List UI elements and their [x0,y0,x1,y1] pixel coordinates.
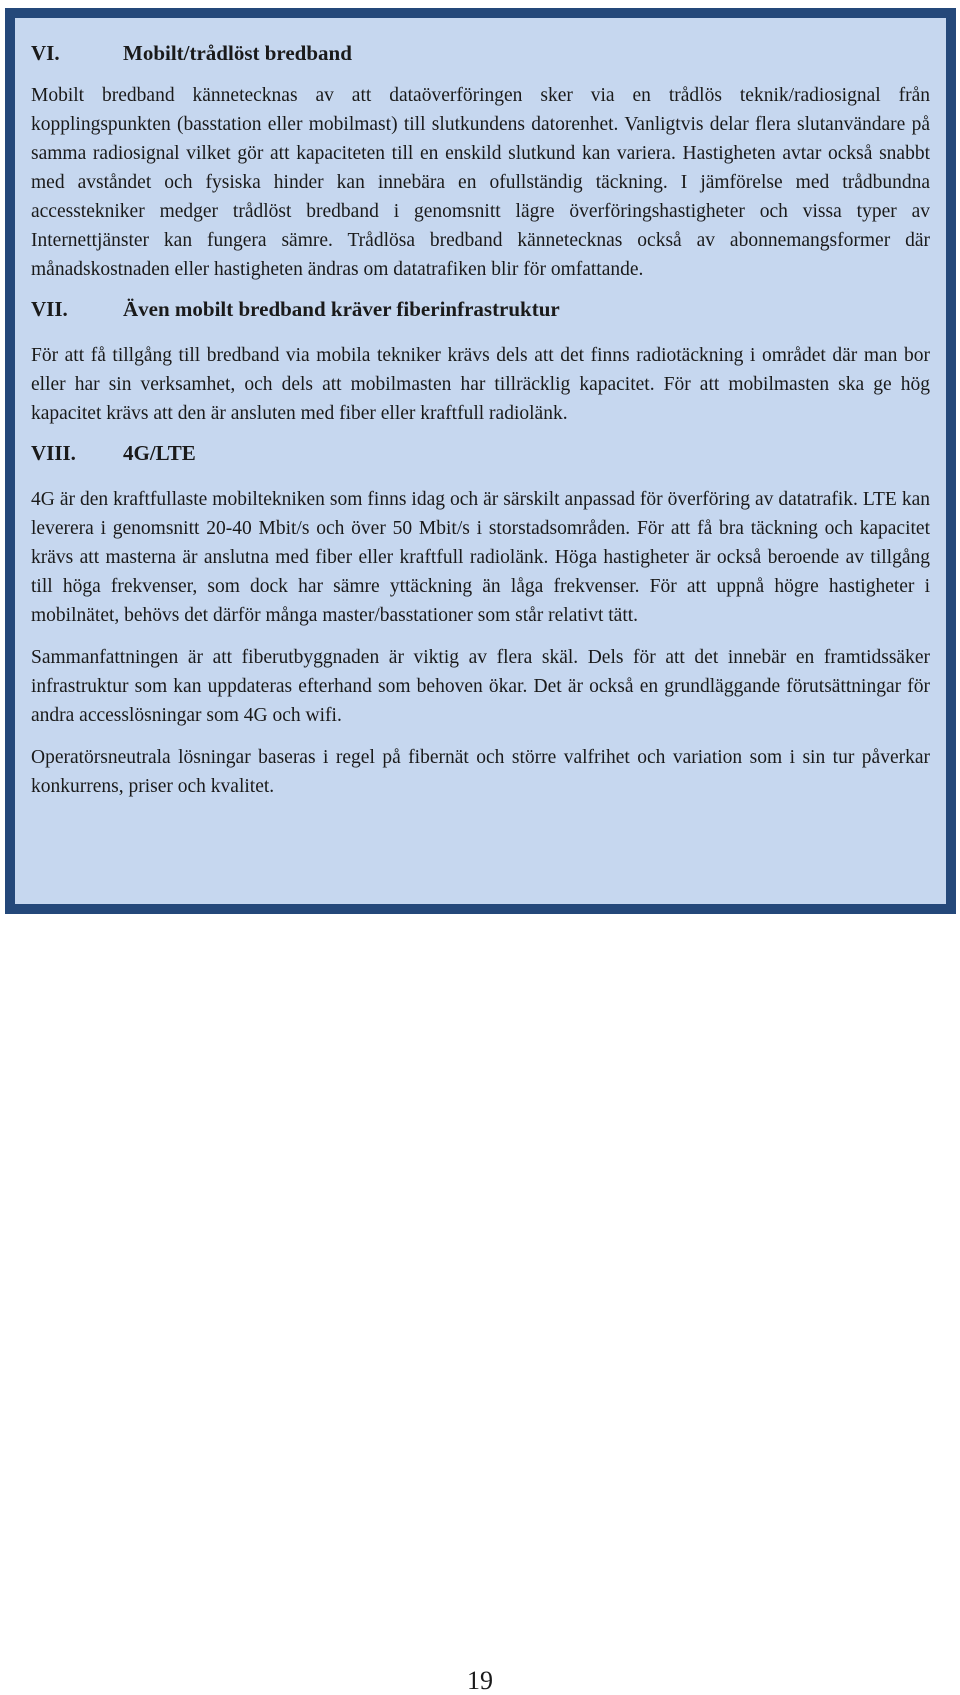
section-title: 4G/LTE [123,441,196,465]
section-number: VIII. [31,441,76,465]
page-number: 19 [467,1666,493,1695]
paragraph-mobilt-bredband: Mobilt bredband kännetecknas av att dataöverföringen sker via en trådlös teknik/radiosignal från kopplingspunkten (basstation eller mobilmast) till slutkundens datorenhet. Vanligtvis delar flera slutanvändare på samma radiosignal vilket gör att kapaciteten till en enskild slutkund kan variera. Hastigheten avtar också snabbt med avståndet och fysiska hinder kan innebära en ofullständig täckning. I jämförelse med trådbundna accesstekniker medger trådlöst bredband i genomsnitt lägre överföringshastigheter och vissa typer av Internettjänster kan fungera sämre. Trådlösa bredband kännetecknas också av abonnemangsformer där månadskostnaden eller hastigheten ändras om datatrafiken blir för omfattande. [31,85,930,280]
section-number: VII. [31,297,68,321]
section-heading-vii [31,295,930,323]
section-title: Mobilt/trådlöst bredband [123,41,352,65]
section-heading-viii [31,439,930,467]
section-number: VI. [31,41,60,65]
paragraph-4g-lte: 4G är den kraftfullaste mobiltekniken som finns idag och är särskilt anpassad för överföring av datatrafik. LTE kan leverera i genomsnitt 20-40 Mbit/s och över 50 Mbit/s i storstadsområden. För att få bra täckning och kapacitet krävs att masterna är anslutna med fiber eller kraftfull radiolänk. Höga hastigheter är också beroende av tillgång till höga frekvenser, som dock har sämre yttäckning än låga frekvenser. För att uppnå högre hastigheter i mobilnätet, behövs det därför många master/basstationer som står relativt tätt. [31,489,930,626]
paragraph-operatorsneutrala: Operatörsneutrala lösningar baseras i regel på fibernät och större valfrihet och variation som i sin tur påverkar konkurrens, priser och kvalitet. [31,747,930,797]
paragraph-sammanfattning: Sammanfattningen är att fiberutbyggnaden är viktig av flera skäl. Dels för att det innebär en framtidssäker infrastruktur som kan uppdateras efterhand som behoven ökar. Det är också en grundläggande förutsättningar för andra accesslösningar som 4G och wifi. [31,647,930,726]
info-box [5,8,956,914]
section-title: Även mobilt bredband kräver fiberinfrastruktur [123,297,560,321]
paragraph-fiberinfrastruktur: För att få tillgång till bredband via mobila tekniker krävs dels att det finns radiotäckning i området där man bor eller har sin verksamhet, och dels att mobilmasten har tillräcklig kapacitet. För att mobilmasten ska ge hög kapacitet krävs att den är ansluten med fiber eller kraftfull radiolänk. [31,345,930,424]
section-heading-vi [31,39,930,67]
